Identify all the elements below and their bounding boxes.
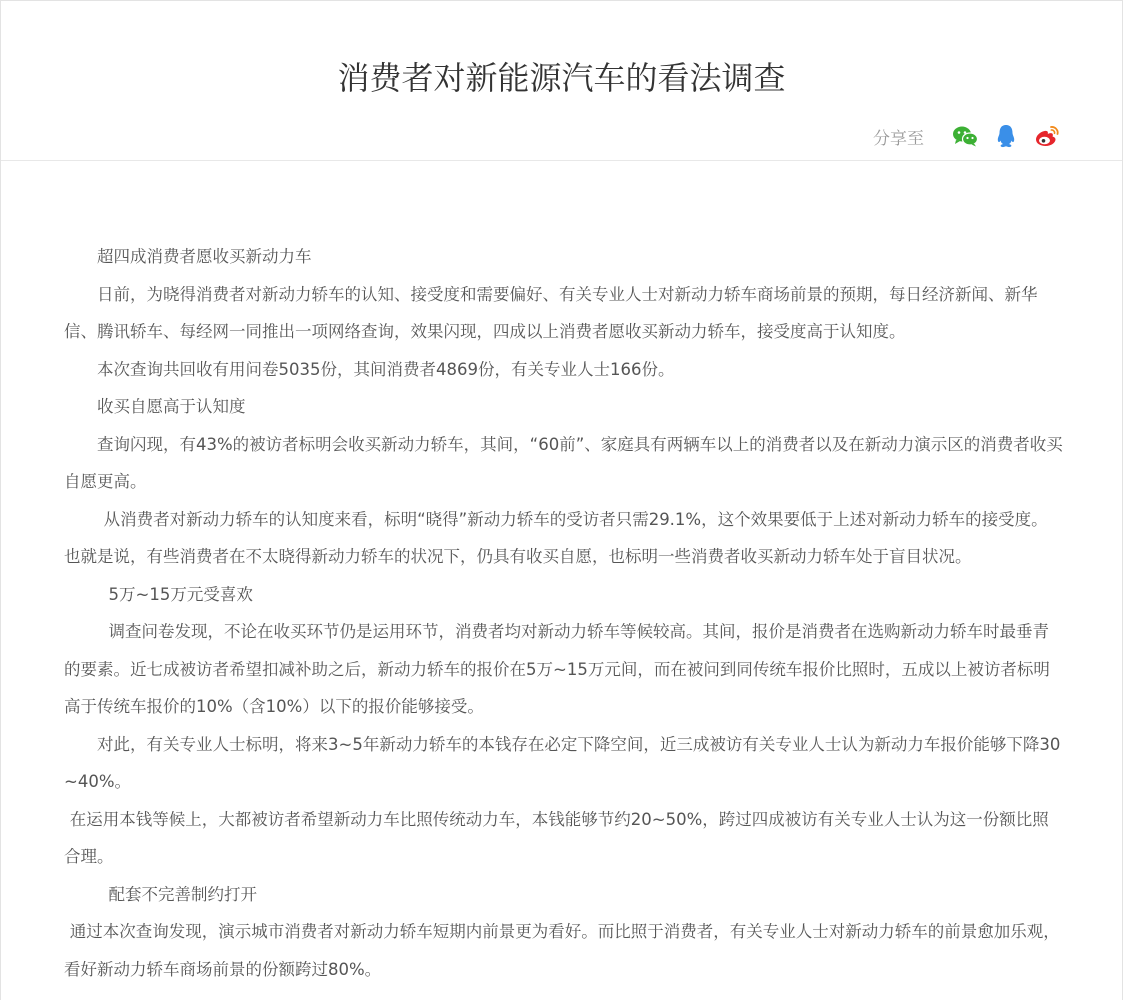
paragraph: 本次查询共回收有用问卷5035份，其间消费者4869份，有关专业人士166份。 <box>97 359 675 379</box>
paragraph: 日前，为晓得消费者对新动力轿车的认知、接受度和需要偏好、有关专业人士对新动力轿车商场前景的预期，每日经济新闻、新华信、腾讯轿车、每经网一同推出一项网络查询，效果闪现，四成以上消费者愿收买新动力轿车，接受度高于认知度。 <box>64 284 1038 341</box>
article-body <box>64 238 1064 988</box>
share-label: 分享至 <box>873 128 924 149</box>
paragraph: 查询闪现，有43%的被访者标明会收买新动力轿车，其间，“60前”、家庭具有两辆车以上的消费者以及在新动力演示区的消费者收买自愿更高。 <box>64 434 1063 491</box>
paragraph: 对此，有关专业人士标明，将来3~5年新动力轿车的本钱存在必定下降空间，近三成被访有关专业人士认为新动力车报价能够下降30~40%。 <box>64 734 1061 791</box>
paragraph: 调查问卷发现，不论在收买环节仍是运用环节，消费者均对新动力轿车等候较高。其间，报价是消费者在选购新动力轿车时最垂青的要素。近七成被访者希望扣减补助之后，新动力轿车的报价在5万~15万元间，而在被问到同传统车报价比照时，五成以上被访者标明高于传统车报价的10%（含10%）以下的报价能够接受。 <box>64 622 1050 716</box>
share-bar <box>873 121 1061 151</box>
paragraph-subheading: 配套不完善制约打开 <box>108 884 258 904</box>
paragraph: 通过本次查询发现，演示城市消费者对新动力轿车短期内前景更为看好。而比照于消费者，有关专业人士对新动力轿车的前景愈加乐观，看好新动力轿车商场前景的份额跨过80%。 <box>64 922 1060 979</box>
paragraph-subheading: 超四成消费者愿收买新动力车 <box>97 247 312 266</box>
paragraph: 在运用本钱等候上，大都被访者希望新动力车比照传统动力车，本钱能够节约20~50%，跨过四成被访有关专业人士认为这一份额比照合理。 <box>64 809 1049 866</box>
paragraph-subheading: 5万~15万元受喜欢 <box>108 584 253 604</box>
article-header <box>1 1 1122 161</box>
page-title: 消费者对新能源汽车的看法调查 <box>337 59 786 97</box>
paragraph: 从消费者对新动力轿车的认知度来看，标明“晓得”新动力轿车的受访者只需29.1%，这个效果要低于上述对新动力轿车的接受度。也就是说，有些消费者在不太晓得新动力轿车的状况下，仍具有收买自愿，也标明一些消费者收买新动力轿车处于盲目状况。 <box>64 509 1048 566</box>
paragraph-subheading: 收买自愿高于认知度 <box>97 397 246 416</box>
wechat-icon[interactable] <box>951 122 979 150</box>
weibo-icon[interactable] <box>1033 122 1061 150</box>
qq-icon[interactable] <box>992 122 1020 150</box>
